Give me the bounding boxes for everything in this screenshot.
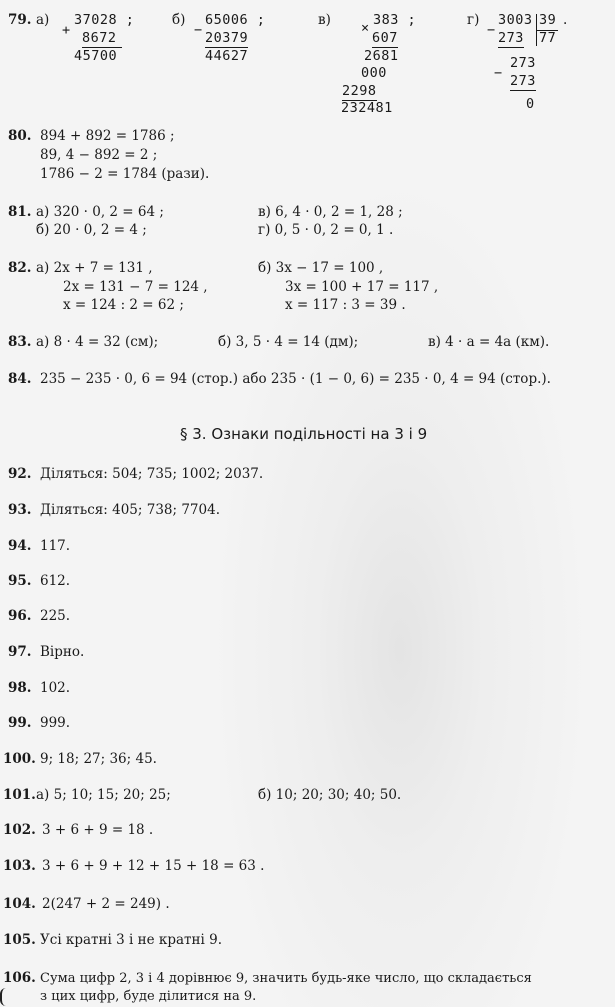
problem-number: 79. xyxy=(8,12,32,28)
answer-text: 612. xyxy=(40,573,71,589)
problem-number: 82. xyxy=(8,260,32,276)
problem-number: 94. xyxy=(8,538,32,554)
answer-text: Діляться: 405; 738; 7704. xyxy=(40,502,220,518)
problem-number: 93. xyxy=(8,502,32,518)
part-a: а) 320 · 0, 2 = 64 ; xyxy=(36,204,164,220)
problem-number: 99. xyxy=(8,715,32,731)
problem-number: 92. xyxy=(8,466,32,482)
equation-line: б) 3x − 17 = 100 , xyxy=(258,260,384,276)
problem-number: 103. xyxy=(3,858,36,874)
equation-line: x = 117 : 3 = 39 . xyxy=(285,297,406,313)
problem-number: 95. xyxy=(8,573,32,589)
partial-product-1: 2681 xyxy=(364,48,399,64)
equation-line: 89, 4 − 892 = 2 ; xyxy=(40,147,158,163)
divisor: 39 xyxy=(539,12,557,28)
minus-sign: − xyxy=(494,65,503,81)
dividend: 3003 xyxy=(498,12,533,28)
problem-number: 97. xyxy=(8,644,32,660)
equation-line: а) 2x + 7 = 131 , xyxy=(36,260,153,276)
problem-number: 104. xyxy=(3,896,36,912)
solution-text: Усі кратні 3 і не кратні 9. xyxy=(40,932,222,948)
part-a: а) 5; 10; 15; 20; 25; xyxy=(36,787,171,803)
equation-line: 1786 − 2 = 1784 (рази). xyxy=(40,166,210,182)
answer-text: 9; 18; 27; 36; 45. xyxy=(40,751,157,767)
problem-number: 101. xyxy=(3,787,36,803)
problem-number: 106. xyxy=(3,970,36,986)
remainder: 0 xyxy=(526,96,535,112)
part-b: б) 20 · 0, 2 = 4 ; xyxy=(36,222,147,238)
multiplier: 607 xyxy=(372,30,398,46)
part-label: а) xyxy=(36,12,50,28)
product-result: 232481 xyxy=(341,100,393,116)
part-b: б) 10; 20; 30; 40; 50. xyxy=(258,787,402,803)
minuend: 65006 ; xyxy=(205,12,266,28)
quotient: 77 xyxy=(539,30,557,46)
part-v: в) 6, 4 · 0, 2 = 1, 28 ; xyxy=(258,204,403,220)
part-label: б) xyxy=(172,12,186,28)
addend-2: 8672 xyxy=(82,30,122,48)
equation-line: 894 + 892 = 1786 ; xyxy=(40,128,175,144)
answer-text: 117. xyxy=(40,538,71,554)
equation-line: 2x = 131 − 7 = 124 , xyxy=(63,279,208,295)
partial-product-3: 2298 xyxy=(342,83,377,99)
period: . xyxy=(563,12,568,28)
binding-mark xyxy=(0,988,7,1006)
problem-number: 102. xyxy=(3,822,36,838)
minus-sign: − xyxy=(194,22,203,38)
times-sign: × xyxy=(361,20,370,36)
solution-text: 235 − 235 · 0, 6 = 94 (стор.) або 235 · (1 − 0, 6) = 235 · 0, 4 = 94 (стор.). xyxy=(40,371,551,387)
answer-text: Діляться: 504; 735; 1002; 2037. xyxy=(40,466,264,482)
answer-text: 999. xyxy=(40,715,71,731)
equation-line: x = 124 : 2 = 62 ; xyxy=(63,297,184,313)
solution-text: 2(247 + 2 = 249) . xyxy=(42,896,170,912)
solution-line: Сума цифр 2, 3 і 4 дорівнює 9, значить будь-яке число, що складається xyxy=(40,971,532,986)
part-v: в) 4 · a = 4a (км). xyxy=(428,334,550,350)
difference-result: 44627 xyxy=(205,48,249,64)
problem-number: 83. xyxy=(8,334,32,350)
part-label: в) xyxy=(318,12,331,28)
addend-1: 37028 ; xyxy=(74,12,135,28)
solution-text: 3 + 6 + 9 = 18 . xyxy=(42,822,154,838)
equation-line: 3x = 100 + 17 = 117 , xyxy=(285,279,439,295)
partial-product-2: 000 xyxy=(361,65,387,81)
part-g: г) 0, 5 · 0, 2 = 0, 1 . xyxy=(258,222,394,238)
problem-number: 98. xyxy=(8,680,32,696)
subtract-step-1: 273 xyxy=(498,30,524,46)
problem-number: 81. xyxy=(8,204,32,220)
remainder-step: 273 xyxy=(510,55,536,71)
part-b: б) 3, 5 · 4 = 14 (дм); xyxy=(218,334,359,350)
minus-sign: − xyxy=(487,22,496,38)
problem-number: 96. xyxy=(8,608,32,624)
problem-number: 84. xyxy=(8,371,32,387)
division-divider xyxy=(536,30,558,31)
section-title: § 3. Ознаки подільності на 3 і 9 xyxy=(180,425,428,443)
problem-number: 105. xyxy=(3,932,36,948)
subtrahend: 20379 xyxy=(205,30,249,46)
problem-number: 80. xyxy=(8,128,32,144)
solution-line: з цих цифр, буде ділитися на 9. xyxy=(40,989,257,1004)
part-label: г) xyxy=(467,12,480,28)
sum-result: 45700 xyxy=(74,48,118,64)
plus-sign: + xyxy=(62,22,71,38)
part-a: а) 8 · 4 = 32 (см); xyxy=(36,334,159,350)
answer-text: 102. xyxy=(40,680,71,696)
solution-text: 3 + 6 + 9 + 12 + 15 + 18 = 63 . xyxy=(42,858,265,874)
subtract-step-2: 273 xyxy=(510,73,536,89)
problem-number: 100. xyxy=(3,751,36,767)
answer-text: Вірно. xyxy=(40,644,85,660)
answer-text: 225. xyxy=(40,608,71,624)
multiplicand: 383 ; xyxy=(373,12,417,28)
